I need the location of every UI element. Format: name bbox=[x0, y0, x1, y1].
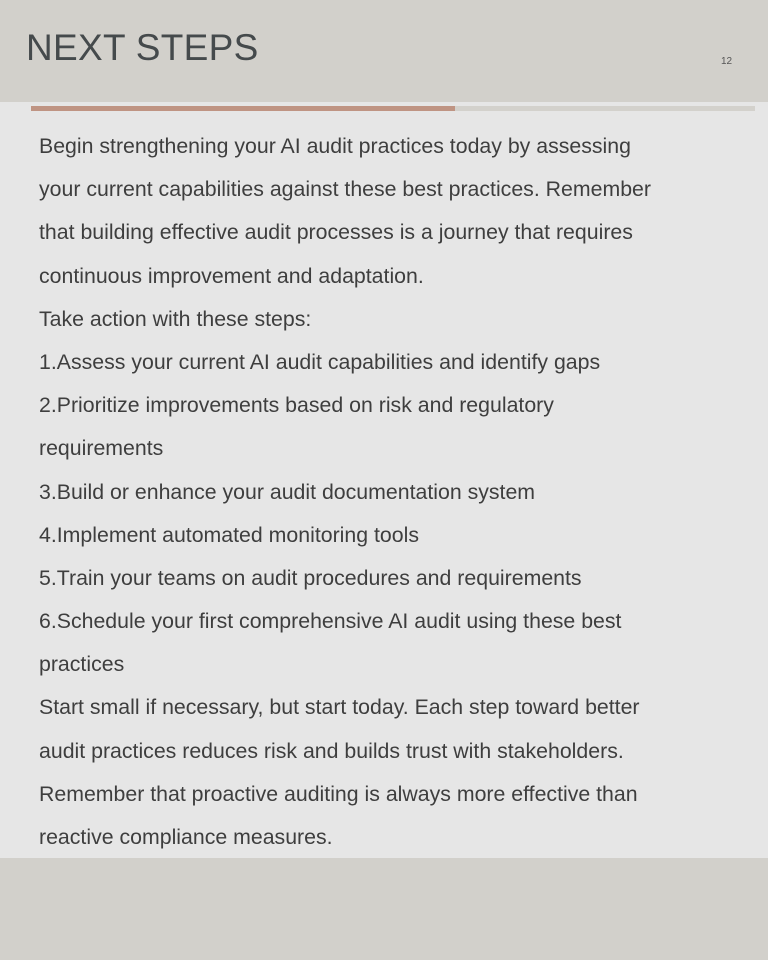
step-item-continued: practices bbox=[39, 652, 125, 677]
body-line: that building effective audit processes is a journey that requires bbox=[39, 220, 633, 245]
footer-band bbox=[0, 858, 768, 960]
step-item: 6.Schedule your first comprehensive AI audit using these best bbox=[39, 609, 622, 634]
closing-line: Start small if necessary, but start today. Each step toward better bbox=[39, 695, 640, 720]
progress-bar bbox=[31, 106, 755, 111]
closing-line: Remember that proactive auditing is always more effective than bbox=[39, 781, 638, 806]
content-panel bbox=[0, 102, 768, 858]
progress-bar-fill bbox=[31, 106, 455, 111]
closing-line: audit practices reduces risk and builds trust with stakeholders. bbox=[39, 738, 624, 763]
step-item: 2.Prioritize improvements based on risk and regulatory bbox=[39, 393, 554, 418]
step-item: 4.Implement automated monitoring tools bbox=[39, 522, 419, 547]
step-item: 5.Train your teams on audit procedures and requirements bbox=[39, 565, 582, 590]
closing-line: reactive compliance measures. bbox=[39, 825, 333, 849]
page-number: 12 bbox=[721, 56, 733, 67]
body-line: your current capabilities against these best practices. Remember bbox=[39, 177, 651, 202]
steps-intro: Take action with these steps: bbox=[39, 306, 312, 331]
step-item: 3.Build or enhance your audit documentation system bbox=[39, 479, 536, 504]
body-text bbox=[39, 125, 744, 859]
slide-title: NEXT STEPS bbox=[26, 27, 259, 68]
slide-header bbox=[0, 0, 768, 102]
step-item-continued: requirements bbox=[39, 436, 164, 461]
step-item: 1.Assess your current AI audit capabilities and identify gaps bbox=[39, 349, 601, 374]
body-line: Begin strengthening your AI audit practices today by assessing bbox=[39, 134, 631, 158]
body-line: continuous improvement and adaptation. bbox=[39, 263, 424, 288]
